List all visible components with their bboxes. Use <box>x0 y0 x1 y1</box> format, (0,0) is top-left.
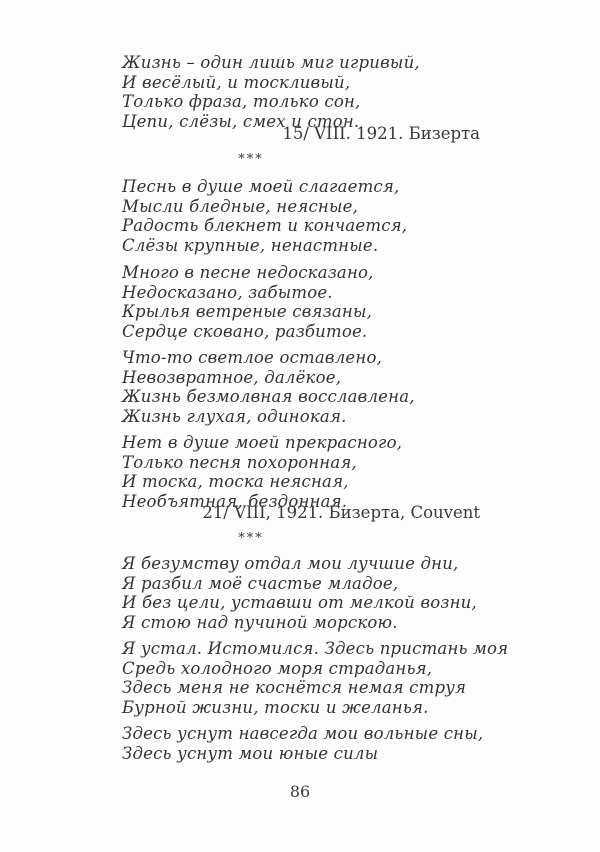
poem-line: Крылья ветреные связаны, <box>122 302 373 321</box>
poem-line: Здесь уснут мои юные силы <box>122 743 379 763</box>
date-line: 21/ VIII, 1921. Бизерта, Couvent <box>202 503 480 522</box>
poem-2-stanza-4 <box>122 433 402 511</box>
poem-line: Только фраза, только сон, <box>122 92 361 111</box>
poem-line: Песнь в душе моей слагается, <box>122 177 400 196</box>
poem-line: Я разбил моё счастье младое, <box>122 573 399 593</box>
poem-line: Невозвратное, далёкое, <box>122 367 342 387</box>
date-line: 15/ VIII. 1921. Бизерта <box>282 124 480 143</box>
poem-line: Радость блекнет и кончается, <box>122 216 408 235</box>
poem-3-stanza-2 <box>122 639 508 717</box>
poem-line: И без цели, уставши от мелкой возни, <box>122 593 477 612</box>
poem-line: Цепи, слёзы, смех и стон. <box>122 111 360 131</box>
poem-line: И весёлый, и тоскливый, <box>122 72 351 92</box>
poem-line: Здесь меня не коснётся немая струя <box>122 678 467 697</box>
poem-3-stanza-1 <box>122 554 477 632</box>
poem-line: Средь холодного моря страданья, <box>122 658 433 678</box>
poem-line: Жизнь – один лишь миг игривый, <box>122 53 420 72</box>
poem-line: Сердце сковано, разбитое. <box>122 321 368 341</box>
poem-3-stanza-3 <box>122 724 483 763</box>
poem-2-stanza-2 <box>122 263 374 341</box>
poem-line: Много в песне недосказано, <box>122 263 374 282</box>
poem-line: Необъятная, бездонная. <box>122 491 348 511</box>
poem-line: Я безумству отдал мои лучшие дни, <box>122 554 459 573</box>
poem-line: Нет в душе моей прекрасного, <box>122 433 403 452</box>
poem-line: Слёзы крупные, ненастные. <box>122 235 379 255</box>
poem-line: И тоска, тоска неясная, <box>122 472 349 491</box>
page-number: 86 <box>289 782 311 801</box>
poem-line: Только песня похоронная, <box>122 452 357 472</box>
stanza-separator: *** <box>238 152 264 167</box>
poem-line: Жизнь глухая, одинокая. <box>122 406 347 426</box>
poem-line: Что-то светлое оставлено, <box>122 348 383 367</box>
poem-2-stanza-1 <box>122 177 407 255</box>
poem-line: Бурной жизни, тоски и желанья. <box>122 697 429 717</box>
poem-line: Здесь уснут навсегда мои вольные сны, <box>122 724 484 743</box>
poem-line: Мысли бледные, неясные, <box>122 196 359 216</box>
poem-line: Я стою над пучиной морскою. <box>122 612 398 632</box>
stanza-separator: *** <box>238 531 264 546</box>
poem-1-stanza-1 <box>122 53 420 131</box>
poem-line: Жизнь безмолвная восславлена, <box>122 387 415 406</box>
poem-line: Недосказано, забытое. <box>122 282 333 302</box>
poem-2-stanza-3 <box>122 348 415 426</box>
poem-line: Я устал. Истомился. Здесь пристань моя <box>122 639 509 658</box>
